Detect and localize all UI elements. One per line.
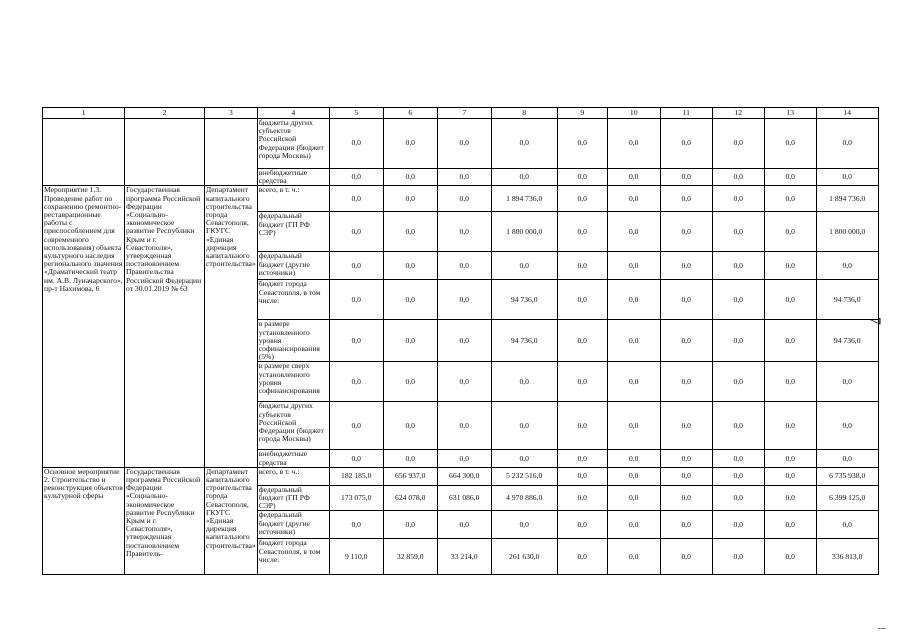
amount-cell: 336 813,0: [816, 539, 878, 575]
amount-cell: 0,0: [712, 119, 764, 169]
amount-cell: 0,0: [816, 450, 878, 467]
amount-cell: 0,0: [557, 186, 607, 212]
amount-cell: 5 232 516,0: [491, 467, 557, 485]
amount-cell: 0,0: [607, 467, 660, 485]
amount-cell: 0,0: [437, 402, 491, 450]
column-header: 12: [712, 108, 764, 119]
amount-cell: 0,0: [383, 362, 437, 402]
amount-cell: 0,0: [816, 511, 878, 539]
column-header: 4: [257, 108, 329, 119]
table-row: [43, 119, 879, 169]
amount-cell: 0,0: [607, 212, 660, 252]
amount-cell: 0,0: [764, 186, 816, 212]
amount-cell: 0,0: [557, 119, 607, 169]
amount-cell: 0,0: [329, 320, 383, 362]
budget-table: [42, 107, 879, 575]
amount-cell: 0,0: [712, 539, 764, 575]
amount-cell: 1 800 000,0: [816, 212, 878, 252]
program-cell: Государственная программа Российской Федерации «Социально-экономическое развитие Республики Крым и г. Севастополя», утвержденная постановлением Правительства Российской Федерации от 30.01.2019 № 63: [125, 186, 205, 467]
amount-cell: 0,0: [764, 169, 816, 186]
funding-source-cell: бюджеты других субъектов Российской Федерации (бюджет города Москвы): [257, 402, 329, 450]
amount-cell: 0,0: [329, 169, 383, 186]
funding-source-cell: федеральный бюджет (ГП РФ СЭР): [257, 212, 329, 252]
amount-cell: 0,0: [764, 539, 816, 575]
amount-cell: 0,0: [329, 450, 383, 467]
amount-cell: 0,0: [557, 320, 607, 362]
amount-cell: 0,0: [712, 485, 764, 511]
amount-cell: 0,0: [816, 362, 878, 402]
amount-cell: 0,0: [816, 119, 878, 169]
column-header: 13: [764, 108, 816, 119]
funding-source-cell: федеральный бюджет (другие источники): [257, 511, 329, 539]
amount-cell: 0,0: [383, 402, 437, 450]
amount-cell: 4 970 886,0: [491, 485, 557, 511]
amount-cell: 0,0: [437, 169, 491, 186]
amount-cell: 0,0: [816, 169, 878, 186]
amount-cell: 0,0: [660, 212, 712, 252]
program-cell: [125, 119, 205, 186]
amount-cell: 0,0: [660, 485, 712, 511]
amount-cell: 0,0: [557, 450, 607, 467]
amount-cell: 664 300,0: [437, 467, 491, 485]
amount-cell: 1 894 736,0: [816, 186, 878, 212]
amount-cell: 0,0: [383, 280, 437, 320]
column-header: 1: [43, 108, 125, 119]
amount-cell: 0,0: [437, 212, 491, 252]
amount-cell: 0,0: [607, 511, 660, 539]
amount-cell: 0,0: [329, 252, 383, 280]
amount-cell: 32 859,0: [383, 539, 437, 575]
table-row: [43, 467, 879, 485]
amount-cell: 0,0: [383, 169, 437, 186]
amount-cell: 0,0: [329, 186, 383, 212]
column-header: 8: [491, 108, 557, 119]
amount-cell: 0,0: [383, 252, 437, 280]
funding-source-cell: бюджет города Севастополя, в том числе:: [257, 539, 329, 575]
amount-cell: 0,0: [712, 169, 764, 186]
amount-cell: 0,0: [764, 252, 816, 280]
table-row: [43, 186, 879, 212]
amount-cell: 1 894 736,0: [491, 186, 557, 212]
amount-cell: 0,0: [712, 511, 764, 539]
amount-cell: 0,0: [764, 450, 816, 467]
amount-cell: 0,0: [383, 450, 437, 467]
amount-cell: 173 075,0: [329, 485, 383, 511]
program-cell: Государственная программа Российской Федерации «Социально-экономическое развитие Республики Крым и г. Севастополя», утвержденная постановлением Правитель-: [125, 467, 205, 575]
amount-cell: 0,0: [491, 511, 557, 539]
column-header: 3: [205, 108, 258, 119]
amount-cell: 0,0: [712, 362, 764, 402]
amount-cell: 0,0: [764, 511, 816, 539]
amount-cell: 0,0: [437, 511, 491, 539]
amount-cell: 0,0: [557, 539, 607, 575]
funding-source-cell: в размере сверх установленного уровня софинансирования: [257, 362, 329, 402]
amount-cell: 0,0: [491, 119, 557, 169]
amount-cell: 0,0: [437, 320, 491, 362]
amount-cell: 0,0: [607, 539, 660, 575]
amount-cell: 0,0: [329, 511, 383, 539]
amount-cell: 0,0: [329, 362, 383, 402]
column-header: 6: [383, 108, 437, 119]
column-header: 7: [437, 108, 491, 119]
amount-cell: 0,0: [491, 450, 557, 467]
column-header: 2: [125, 108, 205, 119]
amount-cell: 0,0: [437, 280, 491, 320]
amount-cell: 0,0: [816, 402, 878, 450]
amount-cell: 0,0: [607, 252, 660, 280]
amount-cell: 94 736,0: [816, 280, 878, 320]
activity-cell: Основное мероприятие 2. Строительство и реконструкция объектов культурной сферы: [43, 467, 125, 575]
amount-cell: 631 086,0: [437, 485, 491, 511]
amount-cell: 0,0: [764, 280, 816, 320]
amount-cell: 0,0: [383, 186, 437, 212]
funding-source-cell: федеральный бюджет (другие источники): [257, 252, 329, 280]
amount-cell: 0,0: [607, 169, 660, 186]
column-header: 14: [816, 108, 878, 119]
amount-cell: 0,0: [607, 186, 660, 212]
amount-cell: 0,0: [607, 119, 660, 169]
funding-source-cell: всего, в т. ч.:: [257, 186, 329, 212]
header-row: [43, 108, 879, 119]
funding-source-cell: в размере установленного уровня софинансирования (5%): [257, 320, 329, 362]
amount-cell: 0,0: [660, 169, 712, 186]
amount-cell: 0,0: [764, 402, 816, 450]
amount-cell: 0,0: [607, 450, 660, 467]
amount-cell: 0,0: [329, 119, 383, 169]
amount-cell: 656 937,0: [383, 467, 437, 485]
funding-source-cell: внебюджетные средства: [257, 169, 329, 186]
amount-cell: 624 078,0: [383, 485, 437, 511]
amount-cell: 0,0: [557, 511, 607, 539]
amount-cell: 0,0: [660, 280, 712, 320]
funding-source-cell: федеральный бюджет (ГП РФ СЭР): [257, 485, 329, 511]
amount-cell: 0,0: [557, 252, 607, 280]
amount-cell: 0,0: [329, 402, 383, 450]
amount-cell: 0,0: [607, 402, 660, 450]
amount-cell: 0,0: [712, 186, 764, 212]
amount-cell: 0,0: [607, 362, 660, 402]
column-header: 9: [557, 108, 607, 119]
amount-cell: 0,0: [764, 485, 816, 511]
amount-cell: 0,0: [712, 280, 764, 320]
amount-cell: 0,0: [712, 402, 764, 450]
scan-mark: [878, 628, 886, 629]
amount-cell: 6 735 938,0: [816, 467, 878, 485]
amount-cell: 0,0: [764, 320, 816, 362]
funding-source-cell: внебюджетные средства: [257, 450, 329, 467]
amount-cell: 0,0: [437, 186, 491, 212]
amount-cell: 0,0: [660, 511, 712, 539]
amount-cell: 0,0: [329, 280, 383, 320]
amount-cell: 0,0: [712, 212, 764, 252]
funding-source-cell: бюджеты других субъектов Российской Федерации (бюджет города Москвы): [257, 119, 329, 169]
executor-cell: Департамент капитального строительства города Севастополя, ГКУГС «Единая дирекция капитального строительства»: [205, 467, 258, 575]
executor-cell: [205, 119, 258, 186]
activity-cell: Мероприятие 1.3. Проведение работ по сохранению (ремонтно-реставрационные работы с приспособлением для современного использования) объекта культурного наследия регионального значения «Драматический театр им. А.В. Луначарского», пр-т Нахимова, 6: [43, 186, 125, 467]
amount-cell: 0,0: [660, 186, 712, 212]
amount-cell: 0,0: [329, 212, 383, 252]
amount-cell: 0,0: [816, 252, 878, 280]
amount-cell: 261 630,0: [491, 539, 557, 575]
amount-cell: 0,0: [491, 402, 557, 450]
amount-cell: 0,0: [383, 320, 437, 362]
amount-cell: 94 736,0: [491, 320, 557, 362]
amount-cell: 0,0: [660, 320, 712, 362]
amount-cell: 0,0: [557, 280, 607, 320]
amount-cell: 0,0: [557, 169, 607, 186]
amount-cell: 0,0: [660, 402, 712, 450]
amount-cell: 0,0: [660, 362, 712, 402]
amount-cell: 94 736,0: [816, 320, 878, 362]
amount-cell: 0,0: [491, 252, 557, 280]
column-header: 11: [660, 108, 712, 119]
amount-cell: 0,0: [607, 485, 660, 511]
amount-cell: 0,0: [764, 362, 816, 402]
amount-cell: 0,0: [660, 539, 712, 575]
amount-cell: 0,0: [712, 320, 764, 362]
amount-cell: 0,0: [660, 467, 712, 485]
amount-cell: 0,0: [607, 320, 660, 362]
amount-cell: 0,0: [557, 467, 607, 485]
amount-cell: 0,0: [712, 450, 764, 467]
amount-cell: 0,0: [764, 119, 816, 169]
page-number: 7: [866, 317, 883, 325]
amount-cell: 0,0: [437, 450, 491, 467]
amount-cell: 6 399 125,0: [816, 485, 878, 511]
amount-cell: 0,0: [660, 450, 712, 467]
amount-cell: 1 800 000,0: [491, 212, 557, 252]
executor-cell: Департамент капитального строительства города Севастополя, ГКУГС «Единая дирекция капитального строительства»: [205, 186, 258, 467]
amount-cell: 182 185,0: [329, 467, 383, 485]
amount-cell: 0,0: [557, 485, 607, 511]
amount-cell: 0,0: [557, 362, 607, 402]
amount-cell: 0,0: [557, 402, 607, 450]
amount-cell: 0,0: [383, 119, 437, 169]
amount-cell: 0,0: [764, 467, 816, 485]
amount-cell: 0,0: [712, 467, 764, 485]
amount-cell: 0,0: [712, 252, 764, 280]
amount-cell: 0,0: [491, 169, 557, 186]
amount-cell: 0,0: [557, 212, 607, 252]
amount-cell: 0,0: [437, 119, 491, 169]
funding-source-cell: бюджет города Севастополя, в том числе:: [257, 280, 329, 320]
funding-source-cell: всего, в т. ч.:: [257, 467, 329, 485]
amount-cell: 0,0: [383, 212, 437, 252]
activity-cell: [43, 119, 125, 186]
amount-cell: 0,0: [607, 280, 660, 320]
amount-cell: 0,0: [764, 212, 816, 252]
amount-cell: 0,0: [383, 511, 437, 539]
amount-cell: 0,0: [660, 119, 712, 169]
column-header: 10: [607, 108, 660, 119]
amount-cell: 0,0: [437, 252, 491, 280]
amount-cell: 0,0: [660, 252, 712, 280]
amount-cell: 0,0: [491, 362, 557, 402]
amount-cell: 33 214,0: [437, 539, 491, 575]
amount-cell: 0,0: [437, 362, 491, 402]
amount-cell: 9 110,0: [329, 539, 383, 575]
column-header: 5: [329, 108, 383, 119]
amount-cell: 94 736,0: [491, 280, 557, 320]
